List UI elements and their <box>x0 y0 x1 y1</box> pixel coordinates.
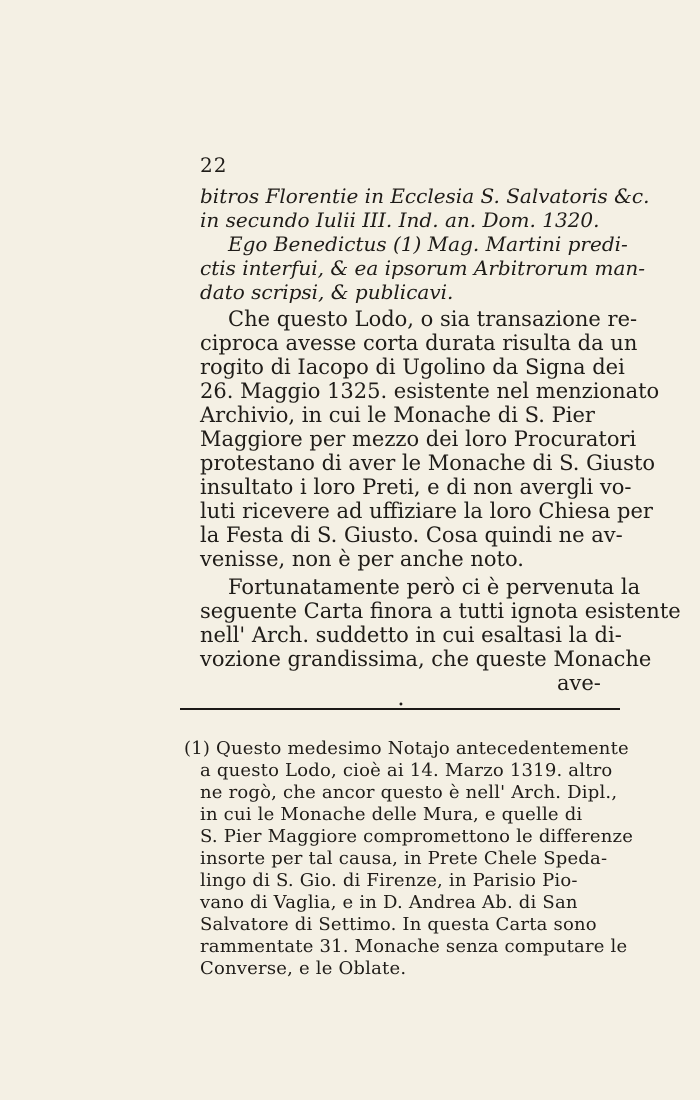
text-line: luti ricevere ad uffiziare la loro Chiesa per <box>200 499 653 523</box>
footnote-line: (1) Questo medesimo Notajo antecedentemente <box>184 738 629 759</box>
latin-line: bitros Florentie in Ecclesia S. Salvatoris &c. <box>200 184 650 208</box>
text-line: venisse, non è per anche noto. <box>200 547 524 571</box>
catchword: ave- <box>557 671 601 695</box>
latin-line: Ego Benedictus (1) Mag. Martini predi- <box>228 232 628 256</box>
footnote-line: S. Pier Maggiore compromettono le differenze <box>200 826 634 847</box>
text-line: insultato i loro Preti, e di non avergli vo- <box>200 475 632 499</box>
text-line: Che questo Lodo, o sia transazione re- <box>228 307 638 331</box>
page-number: 22 <box>200 153 228 177</box>
divider-ornament: • <box>398 700 404 711</box>
footnote-line: insorte per tal causa, in Prete Chele Speda- <box>200 848 608 869</box>
latin-line: in secundo Iulii III. Ind. an. Dom. 1320. <box>200 208 600 232</box>
footnote-line: Converse, e le Oblate. <box>200 958 407 979</box>
footnote-line: a questo Lodo, cioè ai 14. Marzo 1319. altro <box>200 760 613 781</box>
text-line: Fortunatamente però ci è pervenuta la <box>228 575 641 599</box>
text-line: nell' Arch. suddetto in cui esaltasi la di- <box>200 623 622 647</box>
text-line: protestano di aver le Monache di S. Giusto <box>200 451 656 475</box>
text-line: la Festa di S. Giusto. Cosa quindi ne av- <box>200 523 623 547</box>
footnote-line: rammentate 31. Monache senza computare le <box>200 936 628 957</box>
text-line: seguente Carta finora a tutti ignota esistente <box>200 599 681 623</box>
text-line: Archivio, in cui le Monache di S. Pier <box>200 403 595 427</box>
text-line: ciproca avesse corta durata risulta da un <box>200 331 638 355</box>
latin-line: dato scripsi, & publicavi. <box>200 280 454 304</box>
footnote-line: lingo di S. Gio. di Firenze, in Parisio Pio- <box>200 870 578 891</box>
text-line: Maggiore per mezzo dei loro Procuratori <box>200 427 637 451</box>
footnote-line: vano di Vaglia, e in D. Andrea Ab. di San <box>200 892 578 913</box>
text-line: rogito di Iacopo di Ugolino da Signa dei <box>200 355 625 379</box>
latin-line: ctis interfui, & ea ipsorum Arbitrorum man- <box>200 256 646 280</box>
footnote-line: in cui le Monache delle Mura, e quelle di <box>200 804 583 825</box>
text-line: vozione grandissima, che queste Monache <box>200 647 652 671</box>
footnote-line: ne rogò, che ancor questo è nell' Arch. Dipl., <box>200 782 618 803</box>
footnote-line: Salvatore di Settimo. In questa Carta sono <box>200 914 597 935</box>
text-line: 26. Maggio 1325. esistente nel menzionato <box>200 379 660 403</box>
